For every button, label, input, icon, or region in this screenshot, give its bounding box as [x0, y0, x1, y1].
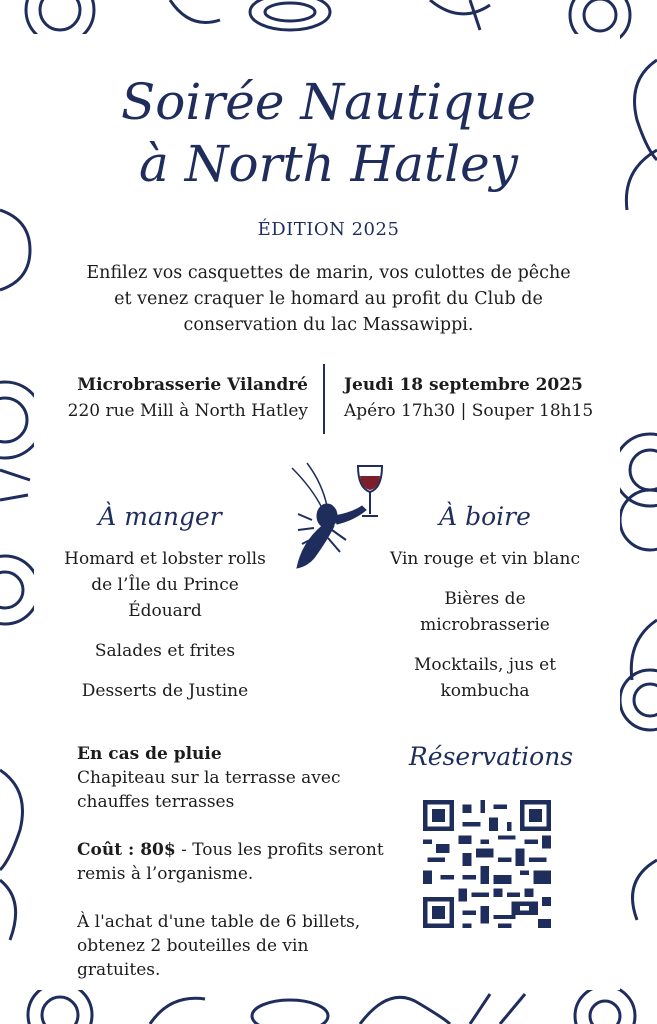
cost-info	[77, 838, 397, 886]
venue-address: 220 rue Mill à North Hatley	[67, 401, 308, 421]
venue-block	[40, 372, 308, 424]
intro-line: conservation du lac Massawippi.	[183, 315, 474, 335]
list-item: Desserts de Justine	[81, 681, 249, 701]
divider	[323, 364, 325, 434]
intro-text	[80, 260, 577, 338]
event-date: Jeudi 18 septembre 2025	[344, 375, 583, 395]
lobster-icon	[282, 458, 392, 578]
venue-name: Microbrasserie Vilandré	[77, 375, 308, 395]
food-list	[60, 546, 270, 718]
event-times: Apéro 17h30 | Souper 18h15	[344, 401, 594, 421]
drinks-list	[380, 546, 590, 718]
intro-line: Enfilez vos casquettes de marin, vos culottes de pêche	[86, 263, 571, 283]
list-item: Mocktails, jus et kombucha	[413, 655, 557, 701]
list-item: Bières de microbrasserie	[420, 589, 550, 635]
rain-text: Chapiteau sur la terrasse avec chauffes terrasses	[77, 768, 341, 812]
title-line-2: à North Hatley	[139, 135, 518, 193]
promo-info: À l'achat d'une table de 6 billets, obtenez 2 bouteilles de vin gratuites.	[77, 912, 361, 980]
edition-label: ÉDITION 2025	[257, 219, 400, 240]
reservations-heading: Réservations	[408, 742, 574, 771]
qr-code[interactable]	[423, 800, 551, 928]
food-heading: À manger	[98, 502, 222, 531]
list-item: Vin rouge et vin blanc	[389, 549, 581, 569]
list-item: Homard et lobster rolls de l’Île du Prince Édouard	[64, 549, 266, 621]
drinks-heading: À boire	[439, 502, 531, 531]
intro-line: et venez craquer le homard au profit du Club de	[114, 289, 543, 309]
list-item: Salades et frites	[94, 641, 236, 661]
schedule-block	[344, 372, 634, 424]
rain-label: En cas de pluie	[77, 744, 222, 764]
title-line-1: Soirée Nautique	[121, 73, 536, 131]
info-block	[77, 742, 397, 1006]
rain-info	[77, 742, 397, 814]
cost-label: Coût : 80$	[77, 840, 176, 860]
cost-text: - Tous les profits seront remis à l’organisme.	[77, 840, 384, 884]
